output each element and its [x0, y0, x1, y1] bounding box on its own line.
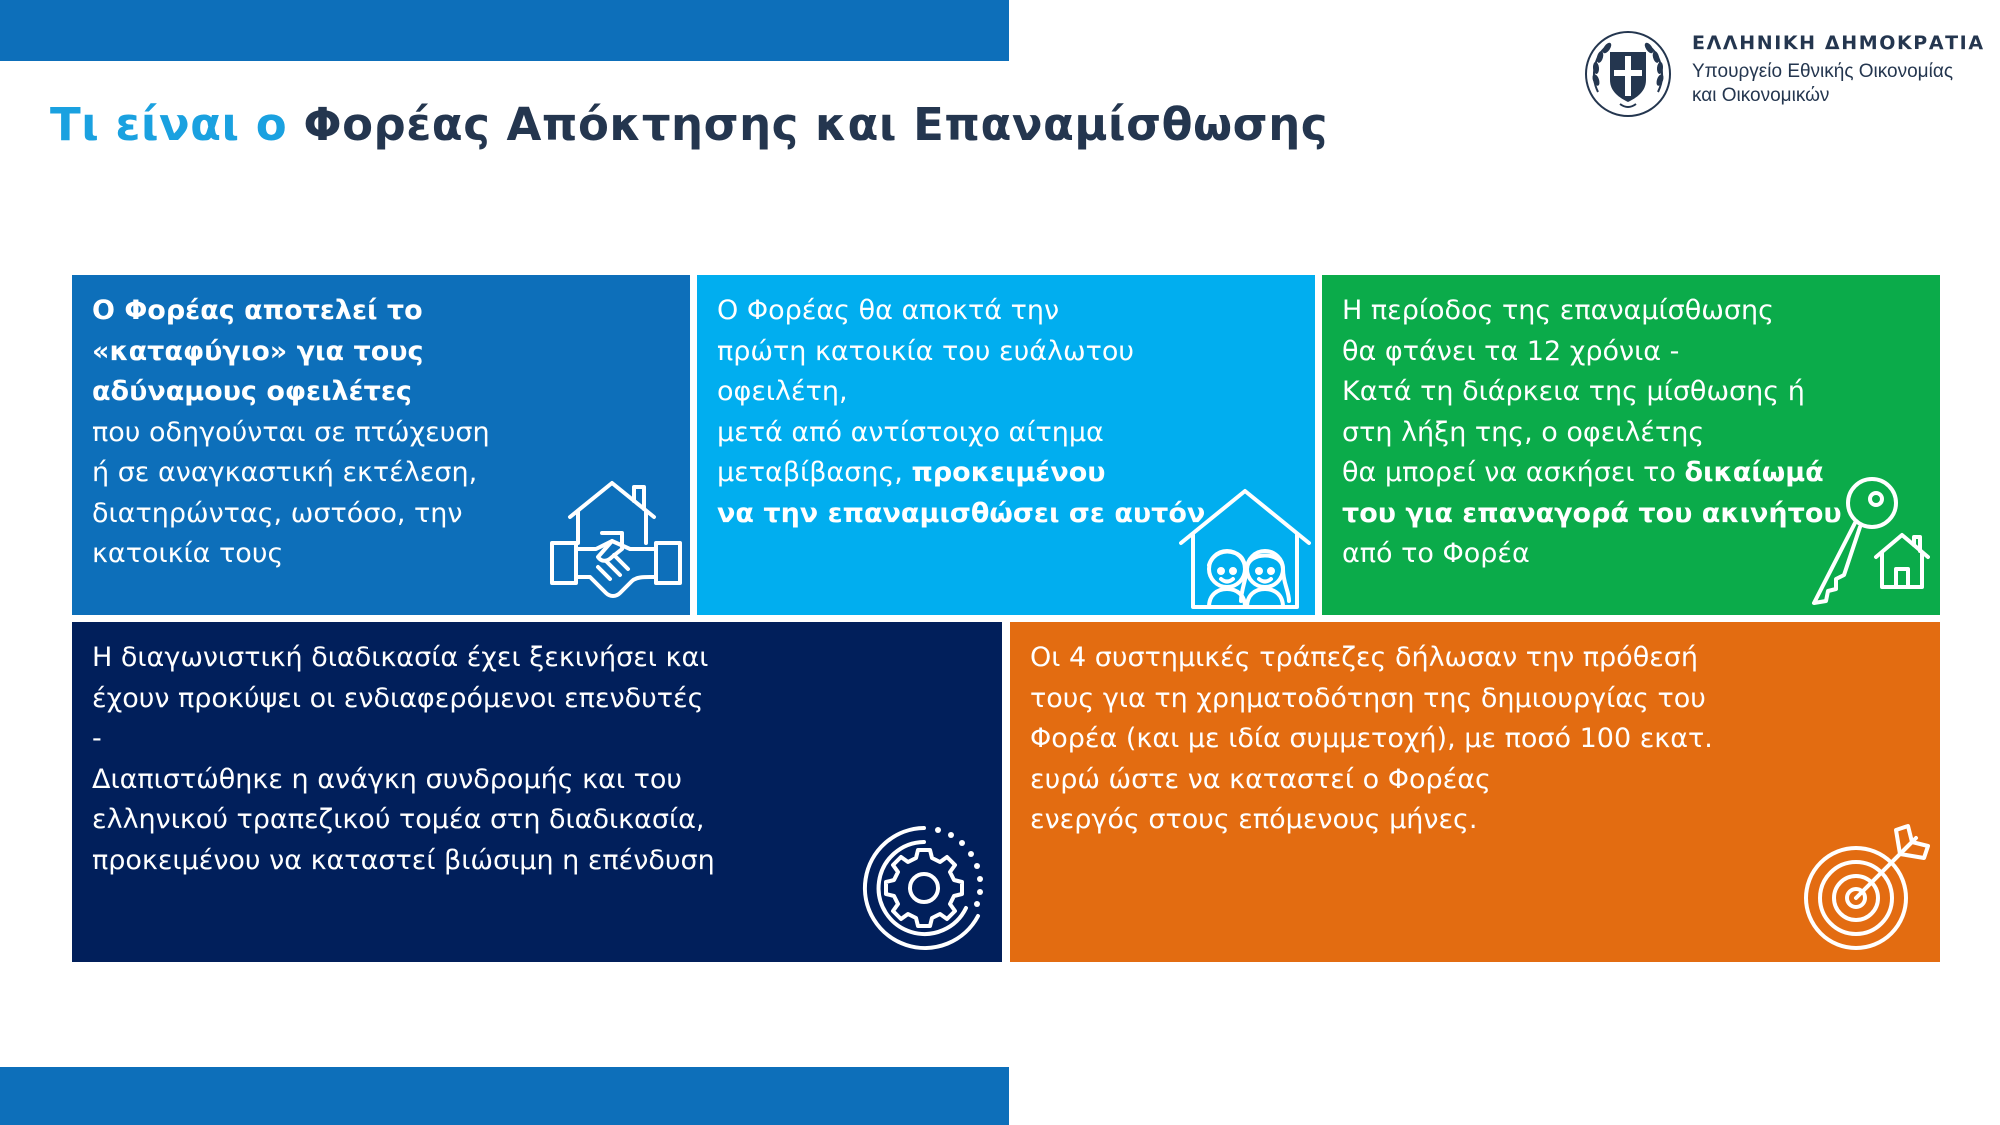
info-card-refuge	[72, 275, 690, 615]
card-line	[1030, 760, 1713, 801]
card-text	[92, 291, 490, 575]
republic-name: ΕΛΛΗΝΙΚΗ ΔΗΜΟΚΡΑΤΙΑ	[1692, 32, 1985, 54]
card-line	[92, 760, 715, 801]
card-line	[92, 494, 490, 535]
card-text	[92, 638, 715, 881]
title-main: Φορέας Απόκτησης και Επαναμίσθωσης	[303, 98, 1328, 151]
card-line-text: αδύναμους οφειλέτες	[92, 376, 412, 407]
card-line-text: ελληνικού τραπεζικού τομέα στη διαδικασία,	[92, 804, 705, 835]
house-handshake-icon	[550, 477, 682, 607]
card-line	[92, 719, 715, 760]
ministry-name	[1692, 32, 1992, 108]
info-card-leaseback	[1322, 275, 1940, 615]
card-line-text: τους για τη χρηματοδότηση της δημιουργίας του	[1030, 682, 1706, 714]
card-line-text: μεταβίβασης,	[717, 457, 912, 488]
card-text	[1342, 291, 1842, 575]
top-accent-bar	[0, 0, 1009, 61]
family-house-icon	[1179, 487, 1311, 609]
card-line-text: ή σε αναγκαστική εκτέλεση,	[92, 457, 478, 488]
card-line-text: Η περίοδος της επαναμίσθωσης	[1342, 295, 1774, 326]
card-line	[1342, 534, 1842, 575]
card-line-text: Διαπιστώθηκε η ανάγκη συνδρομής και του	[92, 763, 682, 795]
card-line	[1030, 638, 1713, 679]
greek-emblem-icon	[1584, 30, 1672, 118]
card-line-text: έχουν προκύψει οι ενδιαφερόμενοι επενδυτές	[92, 682, 704, 714]
card-line	[717, 372, 1205, 413]
card-line-text: που οδηγούνται σε πτώχευση	[92, 416, 490, 448]
card-line-text: δικαίωμά	[1684, 457, 1824, 488]
card-line	[92, 453, 490, 494]
card-line	[717, 413, 1205, 454]
card-line-text: στη λήξη της, ο οφειλέτης	[1342, 416, 1705, 448]
card-line-text: Ο Φορέας αποτελεί το	[92, 295, 423, 326]
card-text	[717, 291, 1205, 534]
card-line	[717, 332, 1205, 373]
card-line-text: Ο Φορέας θα αποκτά την	[717, 295, 1060, 326]
key-house-icon	[1806, 475, 1930, 605]
card-line	[1342, 332, 1842, 373]
card-line-text: οφειλέτη,	[717, 376, 848, 407]
card-line-text: μετά από αντίστοιχο αίτημα	[717, 416, 1104, 448]
card-line	[92, 291, 490, 332]
page-title	[50, 98, 1328, 151]
card-line	[92, 372, 490, 413]
info-card-tender	[72, 622, 1002, 962]
card-line-text: θα φτάνει τα 12 χρόνια -	[1342, 335, 1680, 367]
card-line	[1342, 453, 1842, 494]
card-line	[92, 332, 490, 373]
card-line-text: κατοικία τους	[92, 538, 284, 569]
card-line-text: Φορέα (και με ιδία συμμετοχή), με ποσό 100 εκατ.	[1030, 723, 1713, 754]
card-line-text: ενεργός στους επόμενους μήνες.	[1030, 804, 1478, 835]
card-line	[1342, 291, 1842, 332]
card-line-text: -	[92, 723, 102, 754]
card-line-text: «καταφύγιο» για τους	[92, 335, 424, 367]
card-line-text: να την επαναμισθώσει σε αυτόν	[717, 497, 1206, 529]
card-line-text: διατηρώντας, ωστόσο, την	[92, 497, 463, 529]
target-arrow-icon	[1800, 822, 1932, 954]
title-accent: Τι είναι ο	[50, 98, 288, 151]
card-line	[92, 638, 715, 679]
card-line	[92, 413, 490, 454]
card-line-text: Οι 4 συστημικές τράπεζες δήλωσαν την πρόθεσή	[1030, 642, 1699, 673]
card-line	[717, 453, 1205, 494]
card-line-text: πρώτη κατοικία του ευάλωτου	[717, 335, 1134, 367]
bottom-accent-bar	[0, 1067, 1009, 1125]
card-line-text: προκειμένου να καταστεί βιώσιμη η επένδυση	[92, 844, 715, 876]
card-line-text: προκειμένου	[911, 457, 1106, 488]
card-line	[92, 841, 715, 882]
card-line-text: του για επαναγορά του ακινήτου	[1342, 497, 1842, 529]
card-line	[92, 800, 715, 841]
card-line	[717, 291, 1205, 332]
info-card-banks	[1010, 622, 1940, 962]
card-line-text: από το Φορέα	[1342, 538, 1530, 569]
info-card-acquisition	[697, 275, 1315, 615]
card-line	[717, 494, 1205, 535]
card-line	[1030, 679, 1713, 720]
card-line	[1030, 800, 1713, 841]
ministry-line-2: και Οικονομικών	[1692, 85, 1830, 106]
card-line-text: θα μπορεί να ασκήσει το	[1342, 457, 1685, 488]
card-line	[92, 679, 715, 720]
card-line	[1342, 372, 1842, 413]
ministry-line-1: Υπουργείο Εθνικής Οικονομίας	[1692, 61, 1953, 82]
card-line	[1030, 719, 1713, 760]
card-line-text: Κατά τη διάρκεια της μίσθωσης ή	[1342, 376, 1805, 407]
card-line	[92, 534, 490, 575]
gear-process-icon	[858, 822, 990, 954]
card-line-text: ευρώ ώστε να καταστεί ο Φορέας	[1030, 763, 1491, 795]
card-line-text: Η διαγωνιστική διαδικασία έχει ξεκινήσει και	[92, 642, 709, 673]
card-line	[1342, 413, 1842, 454]
card-text	[1030, 638, 1713, 841]
card-line	[1342, 494, 1842, 535]
